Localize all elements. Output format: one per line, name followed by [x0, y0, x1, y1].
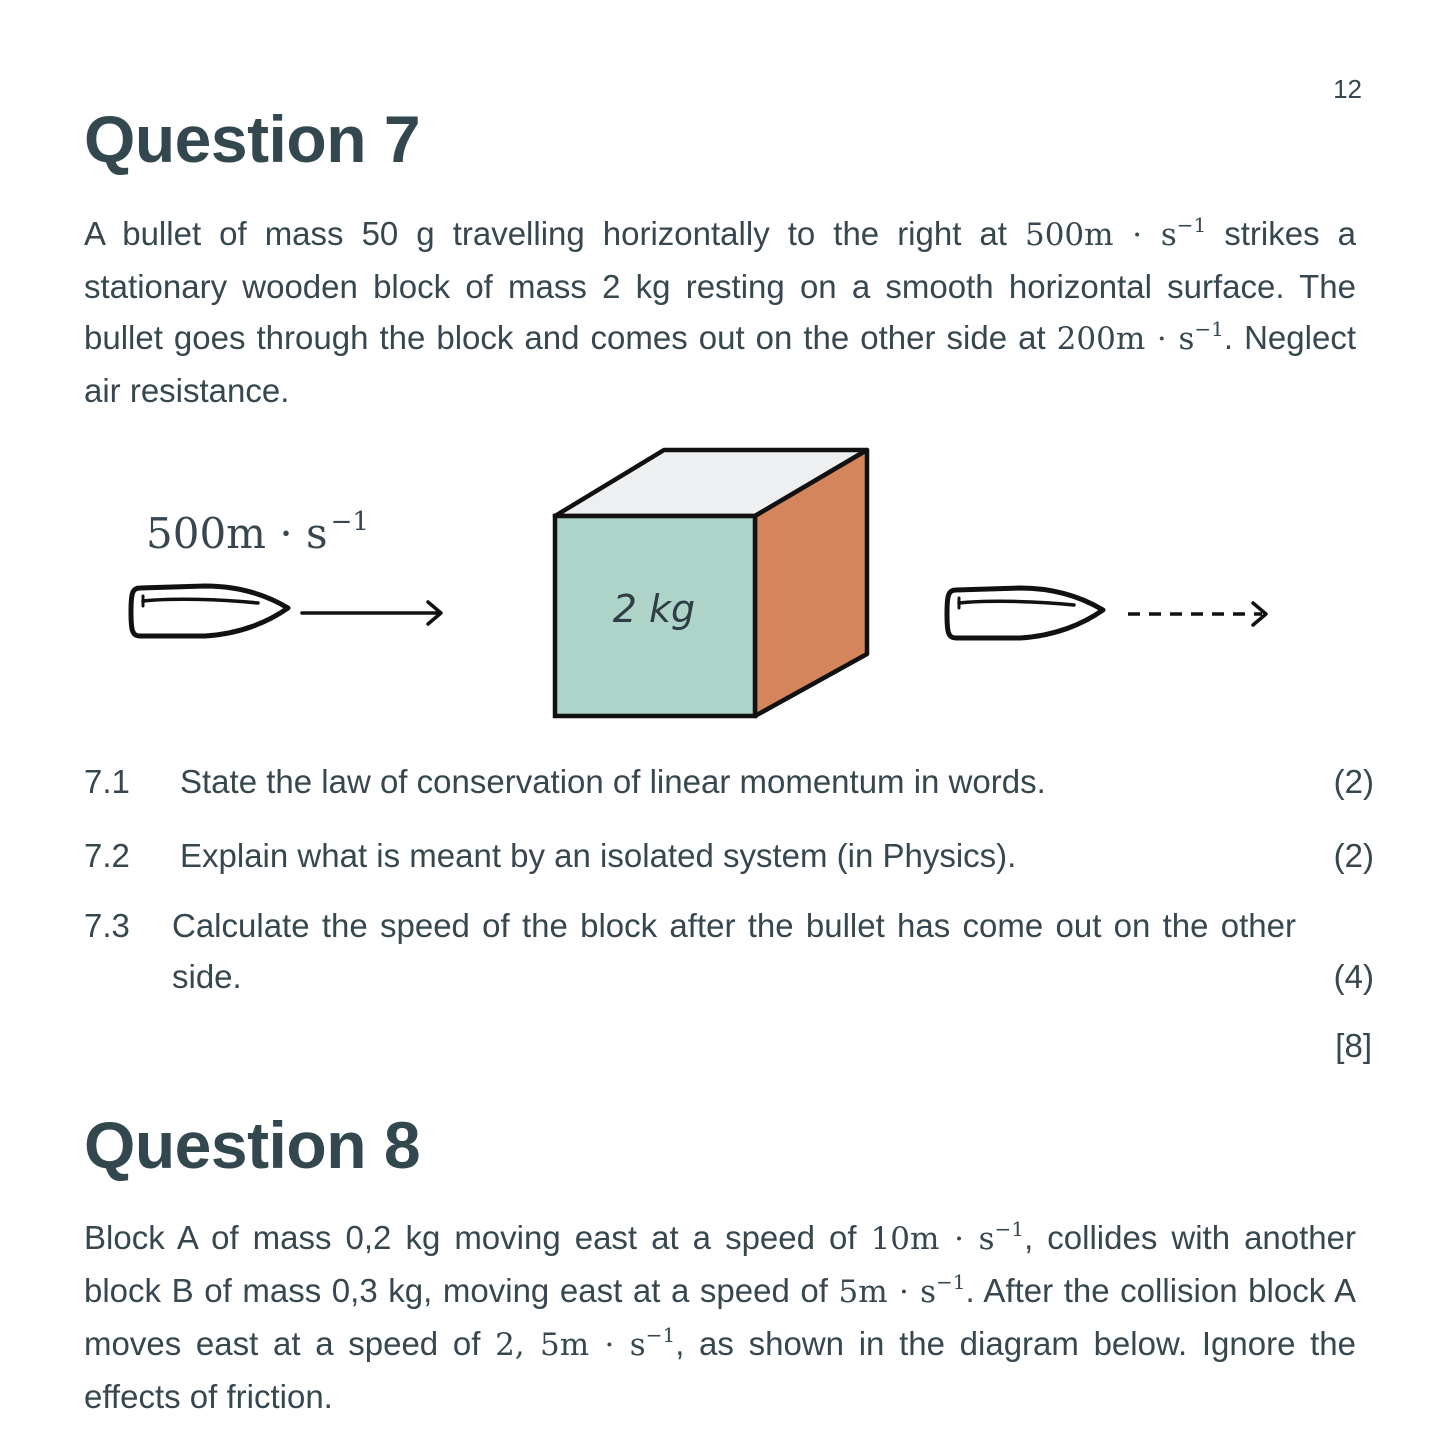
q8-intro-text-3: . After the collision block A moves east at a speed of	[84, 1272, 1356, 1362]
velocity-arrow-icon	[302, 602, 441, 624]
velocity-label: 500m · s $^{-1}$	[146, 507, 369, 558]
q8-intro-text-1: Block A of mass 0,2 kg moving east at a speed of	[84, 1219, 871, 1256]
page-number: 12	[1333, 74, 1362, 104]
q7-exit-velocity: $200m \cdot s^{-1}$	[1056, 317, 1224, 357]
sub-question-number: 7.1	[84, 763, 130, 800]
sub-question-7-3	[84, 900, 1374, 1002]
bullet-block-diagram	[0, 430, 1445, 740]
wooden-block	[555, 450, 867, 716]
q8-block-b-velocity: $5m \cdot s^{-1}$	[838, 1270, 966, 1310]
sub-question-text: State the law of conservation of linear momentum in words.	[180, 763, 1046, 800]
block-mass-label: 2 kg	[612, 587, 696, 631]
bullet-outgoing-icon	[947, 588, 1103, 638]
question-7-heading: Question 7	[84, 102, 421, 176]
q7-intro-text-2: strikes a stationary wooden block of mass 2 kg resting on a smooth horizontal surface. The bullet goes through the block and comes out on the other side at	[84, 215, 1356, 356]
q8-block-a-final-velocity: 2, $5m \cdot s^{-1}$	[495, 1323, 676, 1363]
question-8-intro	[84, 1212, 1356, 1422]
sub-question-marks: (4)	[1333, 958, 1374, 995]
sub-question-text: Explain what is meant by an isolated system (in Physics).	[180, 837, 1017, 874]
sub-question-marks: (2)	[1333, 763, 1374, 800]
question-7-intro	[84, 208, 1356, 416]
q7-initial-velocity: $500m \cdot s^{-1}$	[1024, 213, 1207, 253]
sub-question-7-1	[84, 756, 1374, 807]
sub-question-marks: (2)	[1333, 837, 1374, 874]
sub-question-text: Calculate the speed of the block after the bullet has come out on the other side.	[172, 907, 1296, 995]
q7-intro-text-3: . Neglect air resistance.	[84, 319, 1356, 409]
bullet-block-svg	[0, 430, 1445, 740]
q7-intro-text-1: A bullet of mass 50 g travelling horizontally to the right at	[84, 215, 1025, 252]
q8-intro-text-2: , collides with another block B of mass 0,3 kg, moving east at a speed of	[84, 1219, 1356, 1309]
dashed-arrow-icon	[1128, 603, 1266, 625]
question-7-total-marks: [8]	[1335, 1027, 1372, 1064]
sub-question-number: 7.3	[84, 907, 130, 944]
question-8-heading: Question 8	[84, 1108, 421, 1182]
sub-question-number: 7.2	[84, 837, 130, 874]
bullet-incoming-icon	[131, 586, 288, 636]
q8-block-a-velocity: $10m \cdot s^{-1}$	[870, 1217, 1025, 1257]
sub-question-7-2	[84, 830, 1374, 881]
q8-intro-text-4: , as shown in the diagram below. Ignore the effects of friction.	[84, 1325, 1356, 1415]
